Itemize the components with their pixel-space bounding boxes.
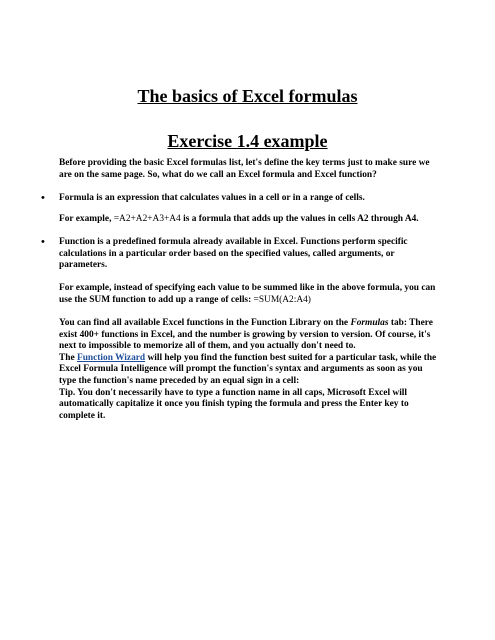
formula-example-suffix: is a formula that adds up the values in cells A2 through A4. — [180, 214, 419, 224]
function-definition: Function is a predefined formula already available in Excel. Functions perform specific calculations in a particular order based on the specified values, called arguments, or parameters. — [59, 237, 408, 271]
wizard-text-prefix: The — [59, 352, 77, 363]
library-text-prefix: You can find all available Excel functions in the Function Library on the — [59, 318, 351, 328]
wizard-text-suffix: will help you find the function best suited for a particular task, while the Excel Formula Intelligence will prompt the function's syntax and arguments as soon as you type the function's name preceded by an equal sign in a cell: — [59, 352, 437, 386]
formula-example-formula: =A2+A2+A3+A4 — [113, 214, 181, 224]
function-wizard-link[interactable]: Function Wizard — [76, 352, 146, 363]
bullet-marker-function: • — [41, 236, 45, 248]
function-example-prefix: For example, instead of specifying each value to be summed like in the above formula, you can use the SUM function to add up a range of cells: — [59, 283, 436, 305]
formula-definition: Formula is an expression that calculates values in a cell or in a range of cells. — [59, 193, 365, 203]
bullet-marker-formula: • — [41, 192, 45, 204]
function-example — [59, 283, 439, 306]
formulas-tab-name: Formulas — [350, 318, 389, 328]
function-example-formula: =SUM(A2:A4) — [253, 294, 311, 305]
intro-paragraph: Before providing the basic Excel formulas list, let's define the key terms just to make sure we are on the same page. So, what do we call an Excel formula and Excel function? — [59, 158, 430, 180]
page-title: The basics of Excel formulas — [137, 86, 358, 106]
library-text-suffix: tab: There exist 400+ functions in Excel, and the number is growing by version to version. Of course, it's next to impossible to memorize all of them, and you actually don't need to. — [59, 318, 433, 352]
page-subtitle: Exercise 1.4 example — [167, 131, 328, 151]
function-library-paragraph — [59, 318, 439, 422]
formula-example-prefix: For example, — [59, 214, 114, 224]
formula-example — [59, 214, 439, 226]
tip-text: Tip. You don't necessarily have to type a function name in all caps, Microsoft Excel will automatically capitalize it once you finish typing the formula and press the Enter key to complete it. — [59, 387, 409, 421]
